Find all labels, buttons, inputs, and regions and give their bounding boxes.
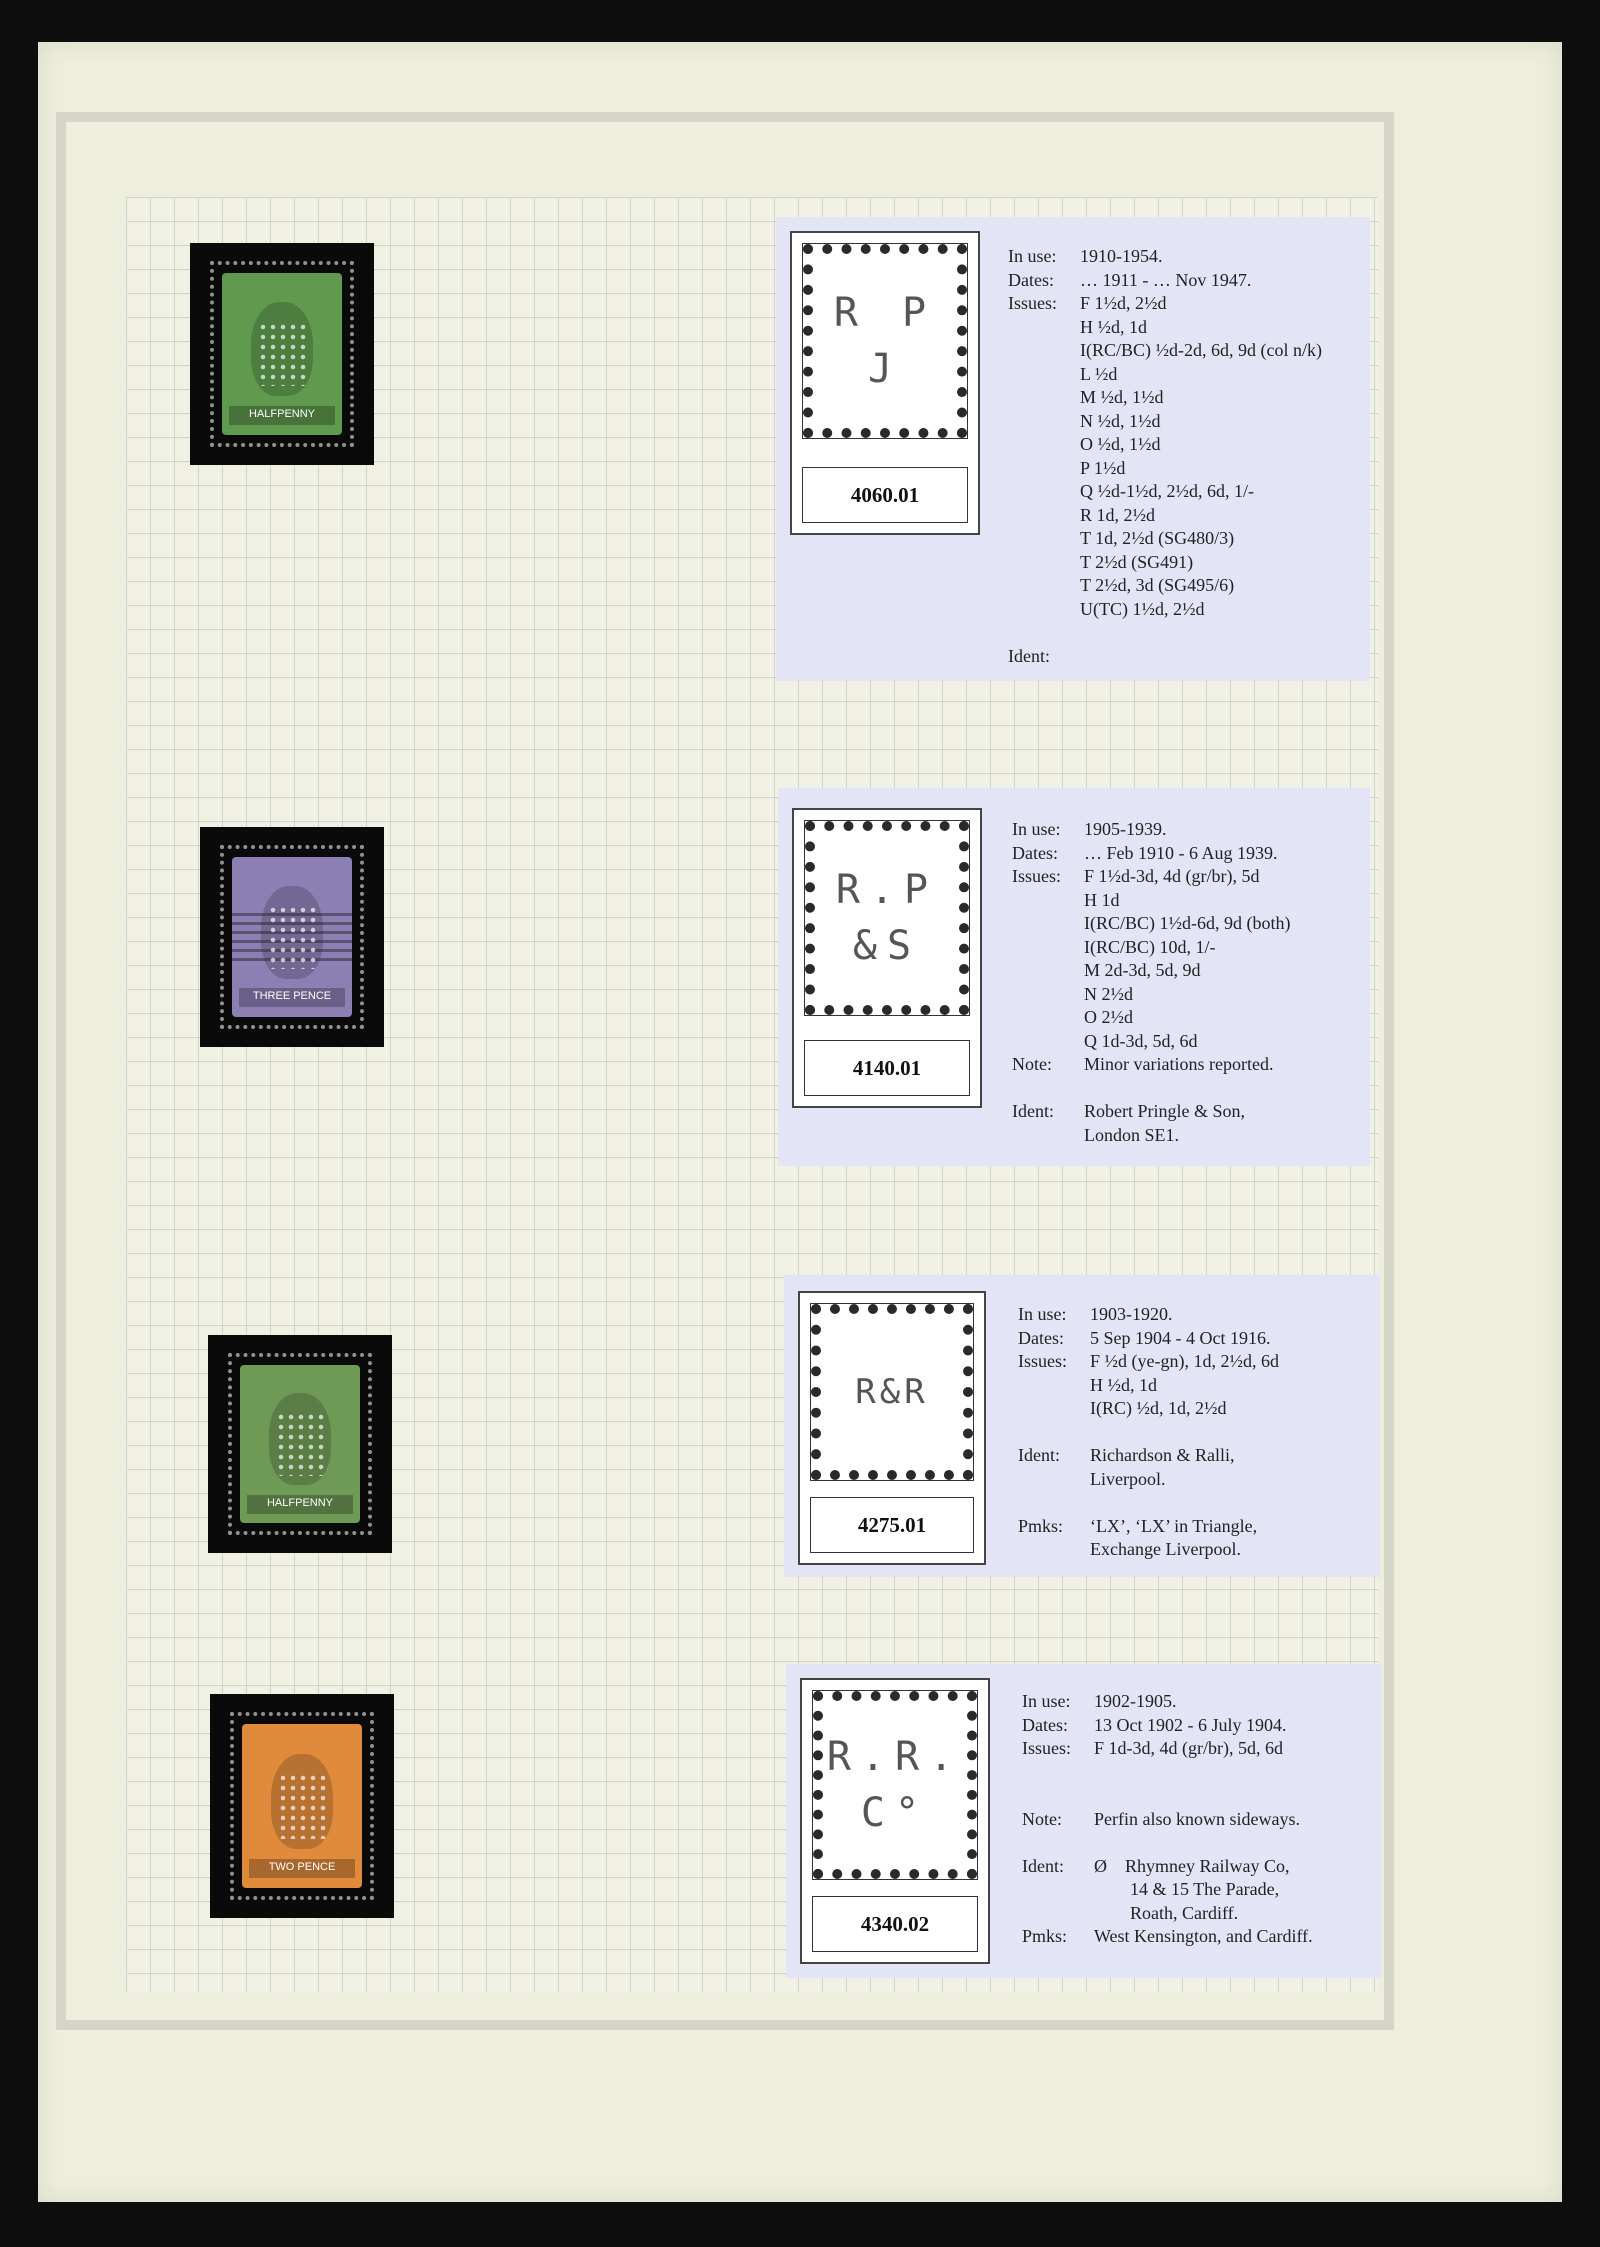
field-label: Dates: (1012, 842, 1058, 863)
stamp (230, 1712, 374, 1900)
perfin-diagram (810, 1303, 974, 1481)
stamp-mount (190, 243, 374, 465)
field-label: Pmks: (1022, 1926, 1068, 1946)
entry-details (1012, 818, 1362, 1147)
field-value: M ½d, 1½d (1080, 387, 1164, 407)
perfin-diagram (802, 243, 968, 439)
field-label: Ident: (1022, 1855, 1064, 1876)
field-value: … Feb 1910 - 6 Aug 1939. (1084, 842, 1278, 863)
entry-details (1008, 245, 1358, 668)
perfin-pattern: R.R. C° (826, 1734, 964, 1836)
perfin-thumbnail (792, 808, 982, 1108)
field-value: T 2½d (SG491) (1080, 551, 1194, 572)
catalogue-number: 4060.01 (802, 467, 968, 523)
stamp-face (242, 1724, 362, 1888)
field-value: Q 1d-3d, 5d, 6d (1084, 1030, 1198, 1051)
field-value: O 2½d (1084, 1007, 1133, 1027)
field-label: Issues: (1008, 293, 1057, 313)
field-value: Richardson & Ralli, (1090, 1445, 1235, 1465)
field-value: 1905-1939. (1084, 819, 1167, 839)
stamp-face (232, 857, 352, 1017)
stamp-mount (210, 1694, 394, 1918)
field-label: Dates: (1022, 1714, 1068, 1735)
field-value: H ½d, 1d (1090, 1374, 1157, 1395)
field-value: Minor variations reported. (1084, 1054, 1274, 1074)
field-label: In use: (1022, 1691, 1071, 1711)
field-value: Exchange Liverpool. (1090, 1539, 1241, 1559)
stamp-value-banner: HALFPENNY (229, 406, 335, 425)
field-value: Q ½d-1½d, 2½d, 6d, 1/- (1080, 481, 1254, 501)
field-label: In use: (1008, 246, 1057, 266)
field-value: F ½d (ye-gn), 1d, 2½d, 6d (1090, 1351, 1279, 1371)
field-value: Ø Rhymney Railway Co, (1094, 1855, 1290, 1876)
field-label: Issues: (1022, 1738, 1071, 1758)
perfin-diagram (804, 820, 970, 1016)
field-value: I(RC) ½d, 1d, 2½d (1090, 1398, 1227, 1418)
field-label: Dates: (1008, 269, 1054, 290)
field-value: P 1½d (1080, 457, 1126, 478)
field-value: M 2d-3d, 5d, 9d (1084, 960, 1201, 980)
field-value: N ½d, 1½d (1080, 410, 1161, 431)
field-value: F 1½d-3d, 4d (gr/br), 5d (1084, 866, 1260, 886)
field-value: U(TC) 1½d, 2½d (1080, 598, 1205, 619)
entry-details (1022, 1690, 1378, 1949)
perfin-pattern: R.P &S (835, 867, 939, 969)
perfin-holes (278, 1773, 326, 1839)
stamp (220, 845, 364, 1029)
field-label: Note: (1022, 1808, 1062, 1829)
catalogue-number: 4275.01 (810, 1497, 974, 1553)
field-label: Note: (1012, 1054, 1052, 1074)
field-value: N 2½d (1084, 983, 1133, 1004)
stamp-face (240, 1365, 360, 1523)
field-value: R 1d, 2½d (1080, 504, 1156, 525)
field-value: … 1911 - … Nov 1947. (1080, 269, 1252, 290)
field-value: F 1½d, 2½d (1080, 293, 1167, 313)
field-value: H 1d (1084, 889, 1120, 910)
stamp (228, 1353, 372, 1535)
perfin-card (784, 1275, 1380, 1577)
field-label: Issues: (1018, 1351, 1067, 1371)
field-label: Issues: (1012, 866, 1061, 886)
field-value: O ½d, 1½d (1080, 434, 1161, 454)
stamp-mount (208, 1335, 392, 1553)
stamp-mount (200, 827, 384, 1047)
field-value: 1903-1920. (1090, 1304, 1173, 1324)
field-value: London SE1. (1084, 1124, 1180, 1145)
field-value: 1910-1954. (1080, 246, 1163, 266)
field-label: In use: (1018, 1304, 1067, 1324)
field-label: Dates: (1018, 1327, 1064, 1348)
perfin-holes (258, 322, 306, 387)
field-value: Robert Pringle & Son, (1084, 1101, 1245, 1121)
perfin-pattern: R P J (833, 290, 937, 392)
field-label: Pmks: (1018, 1515, 1064, 1536)
field-value: F 1d-3d, 4d (gr/br), 5d, 6d (1094, 1738, 1283, 1758)
field-value: 5 Sep 1904 - 4 Oct 1916. (1090, 1327, 1271, 1348)
field-value: ‘LX’, ‘LX’ in Triangle, (1090, 1515, 1258, 1536)
perfin-holes (276, 1412, 324, 1475)
field-label: In use: (1012, 819, 1061, 839)
field-value: Liverpool. (1090, 1468, 1166, 1489)
stamp-value-banner: HALFPENNY (247, 1495, 353, 1514)
perfin-pattern: R&R (855, 1372, 929, 1412)
field-label: Ident: (1018, 1445, 1060, 1465)
field-value: I(RC/BC) 1½d-6d, 9d (both) (1084, 913, 1291, 933)
field-label: Ident: (1012, 1101, 1054, 1121)
catalogue-number: 4140.01 (804, 1040, 970, 1096)
perfin-diagram (812, 1690, 978, 1880)
perfin-card (778, 788, 1370, 1166)
field-value: 13 Oct 1902 - 6 July 1904. (1094, 1714, 1287, 1735)
perfin-thumbnail (800, 1678, 990, 1964)
stamp-value-banner: THREE PENCE (239, 988, 345, 1007)
field-value: L ½d (1080, 363, 1118, 384)
perfin-holes (268, 905, 316, 969)
stamp (210, 261, 354, 447)
entry-details (1018, 1303, 1374, 1562)
perfin-card (786, 1664, 1382, 1978)
stamp-value-banner: TWO PENCE (249, 1859, 355, 1879)
catalogue-number: 4340.02 (812, 1896, 978, 1952)
field-value: T 2½d, 3d (SG495/6) (1080, 575, 1235, 595)
field-value: 14 & 15 The Parade, (1094, 1879, 1280, 1899)
perfin-card (776, 217, 1370, 681)
field-value: I(RC/BC) ½d-2d, 6d, 9d (col n/k) (1080, 340, 1322, 360)
field-value: West Kensington, and Cardiff. (1094, 1926, 1313, 1946)
field-value: Roath, Cardiff. (1094, 1902, 1239, 1923)
field-value: H ½d, 1d (1080, 316, 1147, 337)
perfin-thumbnail (798, 1291, 986, 1565)
field-value: I(RC/BC) 10d, 1/- (1084, 936, 1216, 957)
field-value: T 1d, 2½d (SG480/3) (1080, 528, 1235, 548)
field-value: Perfin also known sideways. (1094, 1808, 1300, 1829)
field-label: Ident: (1008, 645, 1050, 666)
perfin-thumbnail (790, 231, 980, 535)
stamp-face (222, 273, 342, 435)
field-value: 1902-1905. (1094, 1691, 1177, 1711)
